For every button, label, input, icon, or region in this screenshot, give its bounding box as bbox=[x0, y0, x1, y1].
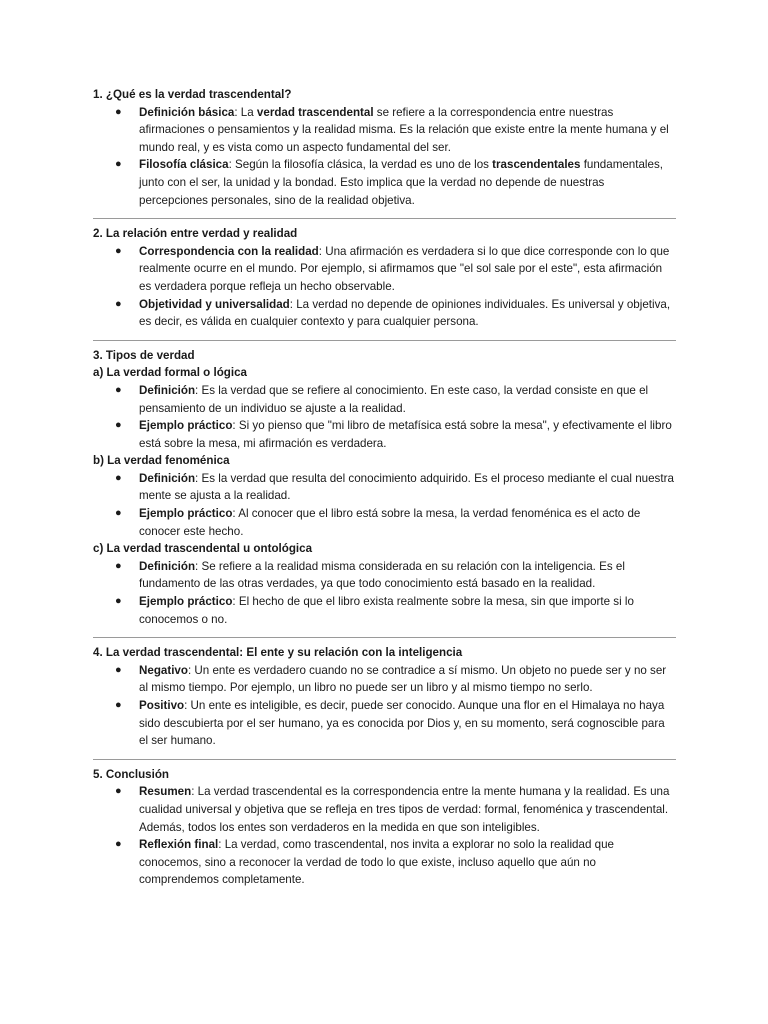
bullet-item bbox=[93, 104, 676, 157]
bullet-text: : Un ente es verdadero cuando no se contradice a sí mismo. Un objeto no puede ser y no ser al mismo tiempo. Por ejemplo, un libro no puede ser un libro y al mismo tiempo no serlo. bbox=[139, 663, 667, 695]
section-title: 5. Conclusión bbox=[93, 767, 170, 781]
bullet-term: Ejemplo práctico bbox=[139, 507, 233, 521]
bullet-item bbox=[93, 156, 676, 209]
bullet-list bbox=[93, 243, 676, 331]
bullet-term: Definición básica bbox=[139, 105, 235, 119]
document-body bbox=[93, 86, 676, 889]
bullet-item bbox=[93, 593, 676, 628]
bullet-icon: ● bbox=[115, 158, 122, 171]
bullet-item bbox=[93, 382, 676, 417]
bullet-list bbox=[93, 662, 676, 750]
bullet-icon: ● bbox=[115, 785, 122, 798]
bullet-list bbox=[93, 558, 676, 628]
bullet-text: : La verdad trascendental es la correspondencia entre la mente humana y la realidad. Es una cualidad universal y objetiva que se refleja en tres tipos de verdad: formal, fenoménica y trascendental. Además, todos los entes son verdaderos en la medida en que son inteligibles. bbox=[139, 785, 670, 834]
section-title: 1. ¿Qué es la verdad trascendental? bbox=[93, 88, 292, 101]
bullet-text: : La bbox=[234, 105, 257, 119]
subsection-title: a) La verdad formal o lógica bbox=[93, 366, 247, 380]
bullet-text: : Si yo pienso que "mi libro de metafísica está sobre la mesa", y efectivamente el libro está sobre la mesa, mi afirmación es verdadera. bbox=[139, 419, 672, 450]
subsection-title: b) La verdad fenoménica bbox=[93, 454, 230, 468]
section-title: 2. La relación entre verdad y realidad bbox=[93, 227, 298, 241]
bullet-text: : Se refiere a la realidad misma considerada en su relación con la inteligencia. Es el fundamento de las otras verdades, ya que todo conocimiento está basado en la realidad. bbox=[139, 559, 625, 591]
section-divider bbox=[93, 218, 676, 219]
bullet-text: : Según la filosofía clásica, la verdad es uno de los bbox=[228, 158, 493, 172]
bullet-term: Positivo bbox=[139, 699, 185, 712]
bullet-text: se refiere a la correspondencia entre nuestras afirmaciones o pensamientos y la realidad misma. Es la relación que existe entre la mente humana y el mundo real, y es vista como un aspecto fundamental del ser. bbox=[139, 105, 669, 154]
bullet-icon: ● bbox=[115, 383, 122, 396]
bullet-icon: ● bbox=[115, 297, 122, 310]
bullet-term: Reflexión final bbox=[139, 838, 219, 852]
section bbox=[93, 86, 676, 209]
bullet-icon: ● bbox=[115, 838, 122, 851]
bullet-text: : Es la verdad que resulta del conocimiento adquirido. Es el proceso mediante el cual nuestra mente se ajusta a la realidad. bbox=[139, 471, 674, 503]
bullet-icon: ● bbox=[115, 663, 122, 676]
bullet-term: Ejemplo práctico bbox=[139, 419, 233, 433]
section-divider bbox=[93, 637, 676, 638]
section-title: 3. Tipos de verdad bbox=[93, 348, 195, 362]
bullet-icon: ● bbox=[115, 244, 122, 257]
bullet-item bbox=[93, 470, 676, 505]
bullet-term: Correspondencia con la realidad bbox=[139, 244, 319, 258]
bullet-term: Negativo bbox=[139, 663, 188, 677]
bullet-item bbox=[93, 836, 676, 889]
bullet-item bbox=[93, 558, 676, 593]
bullet-item bbox=[93, 417, 676, 452]
subsection-title: c) La verdad trascendental u ontológica bbox=[93, 542, 313, 556]
bullet-list bbox=[93, 382, 676, 452]
bullet-term: Definición bbox=[139, 383, 196, 397]
section-title: 4. La verdad trascendental: El ente y su relación con la inteligencia bbox=[93, 646, 463, 660]
bullet-text: : Es la verdad que se refiere al conocimiento. En este caso, la verdad consiste en que el pensamiento de un individuo se ajuste a la realidad. bbox=[139, 383, 649, 415]
bullet-icon: ● bbox=[115, 507, 122, 520]
bullet-item bbox=[93, 296, 676, 331]
bullet-item bbox=[93, 783, 676, 836]
section bbox=[93, 766, 676, 889]
bullet-term: Filosofía clásica bbox=[139, 158, 229, 172]
bullet-text: : Una afirmación es verdadera si lo que dice corresponde con lo que realmente ocurre en el mundo. Por ejemplo, si afirmamos que "el sol sale por el este", esta afirmación es verdadera porque refleja un hecho observable. bbox=[139, 244, 670, 293]
bullet-list bbox=[93, 470, 676, 540]
bullet-icon: ● bbox=[115, 595, 122, 608]
bullet-text: : La verdad no depende de opiniones individuales. Es universal y objetiva, es decir, es válida en cualquier contexto y para cualquier persona. bbox=[139, 297, 671, 329]
bullet-text: : El hecho de que el libro exista realmente sobre la mesa, sin que importe si lo conocemos o no. bbox=[139, 595, 634, 626]
bullet-term: Definición bbox=[139, 471, 196, 485]
bullet-item bbox=[93, 697, 676, 750]
section-divider bbox=[93, 340, 676, 341]
bullet-term: Resumen bbox=[139, 785, 192, 799]
bullet-icon: ● bbox=[115, 559, 122, 572]
bullet-emphasis: verdad trascendental bbox=[256, 105, 374, 119]
section-divider bbox=[93, 759, 676, 760]
bullet-item bbox=[93, 662, 676, 697]
bullet-icon: ● bbox=[115, 699, 122, 711]
bullet-text: : La verdad, como trascendental, nos invita a explorar no solo la realidad que conocemos, sino a reconocer la verdad de todo lo que existe, incluso aquello que aún no comprendemos completamente. bbox=[139, 838, 614, 887]
bullet-text: : Al conocer que el libro está sobre la mesa, la verdad fenoménica es el acto de conocer este hecho. bbox=[139, 507, 641, 538]
bullet-emphasis: trascendentales bbox=[492, 158, 581, 172]
bullet-term: Ejemplo práctico bbox=[139, 595, 233, 609]
bullet-list bbox=[93, 783, 676, 889]
bullet-list bbox=[93, 104, 676, 210]
section bbox=[93, 644, 676, 750]
section bbox=[93, 225, 676, 331]
bullet-icon: ● bbox=[115, 471, 122, 484]
bullet-term: Objetividad y universalidad bbox=[139, 297, 290, 311]
bullet-item bbox=[93, 505, 676, 540]
bullet-icon: ● bbox=[115, 419, 122, 432]
bullet-text: fundamentales, junto con el ser, la unidad y la bondad. Esto implica que la verdad no depende de nuestras percepciones personales, sino de la realidad objetiva. bbox=[139, 158, 663, 207]
bullet-term: Definición bbox=[139, 559, 196, 573]
bullet-item bbox=[93, 243, 676, 296]
section bbox=[93, 347, 676, 629]
bullet-text: : Un ente es inteligible, es decir, puede ser conocido. Aunque una flor en el Himalaya no haya sido descubierta por el ser humano, ya es conocida por Dios y, en su momento, será cognoscible para el ser humano. bbox=[139, 699, 665, 748]
bullet-icon: ● bbox=[115, 105, 122, 118]
